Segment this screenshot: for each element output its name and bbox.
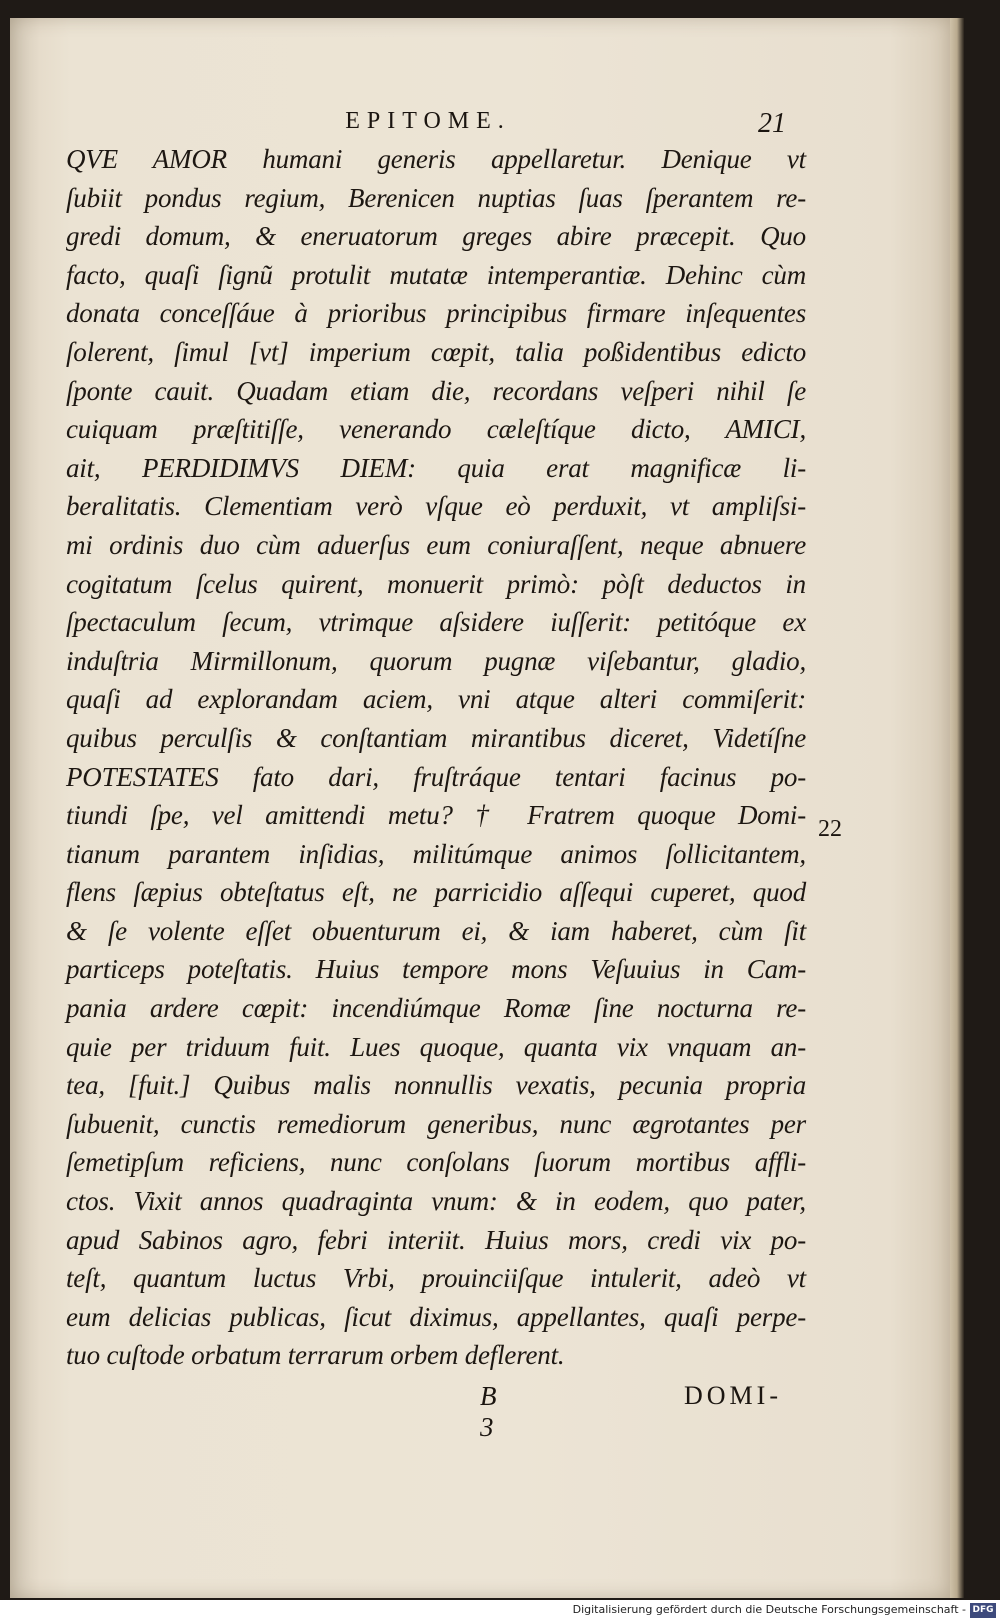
body-text xyxy=(66,140,806,1375)
text-line: mi ordinis duo cùm aduerſus eum coniuraſſent, neque abnuere xyxy=(66,529,806,560)
text-line: tea, [fuit.] Quibus malis nonnullis vexatis, pecunia propria xyxy=(66,1070,806,1101)
text-line: quibus perculſis & conſtantiam mirantibus diceret, Videtíſne xyxy=(66,722,806,753)
text-line: ſubiit pondus regium, Berenicen nuptias ſuas ſperantem re- xyxy=(66,182,806,213)
text-line: ſubuenit, cunctis remediorum generibus, nunc ægrotantes per xyxy=(66,1108,806,1139)
text-line: quie per triduum fuit. Lues quoque, quanta vix vnquam an- xyxy=(66,1031,806,1062)
footer xyxy=(0,1600,1000,1623)
text-line: eum delicias publicas, ſicut diximus, appellantes, quaſi perpe- xyxy=(66,1301,806,1332)
text-line: flens ſæpius obteſtatus eſt, ne parricidio aſſequi cuperet, quod xyxy=(66,877,806,908)
text-line: cogitatum ſcelus quirent, monuerit primò: pòſt deductos in xyxy=(66,568,806,599)
text-line: gredi domum, & eneruatorum greges abire præcepit. Quo xyxy=(66,221,806,252)
text-line: induſtria Mirmillonum, quorum pugnæ viſebantur, gladio, xyxy=(66,645,806,676)
text-line: QVE AMOR humani generis appellaretur. Denique vt xyxy=(66,144,806,174)
text-line: apud Sabinos agro, febri interiit. Huius mors, credi vix po- xyxy=(66,1224,806,1255)
signature-mark: B 3 xyxy=(480,1381,517,1442)
catchline xyxy=(0,1381,1000,1442)
dfg-logo-icon: DFG xyxy=(970,1603,996,1618)
text-line: ait, PERDIDIMVS DIEM: quia erat magnificæ li- xyxy=(66,452,806,483)
text-line: pania ardere cœpit: incendiúmque Romæ ſine nocturna re- xyxy=(66,993,806,1024)
page-edge xyxy=(950,18,964,1598)
text-line: tiundi ſpe, vel amittendi metu? † Fratrem quoque Domi- xyxy=(66,800,806,831)
margin-note: 22 xyxy=(818,816,842,842)
text-line: POTESTATES fato dari, fruſtráque tentari facinus po- xyxy=(66,761,806,792)
text-line-last: tuo cuſtode orbatum terrarum orbem deflerent. xyxy=(66,1340,565,1371)
text-line: ſolerent, ſimul [vt] imperium cœpit, talia poßidentibus edicto xyxy=(66,336,806,367)
catchword: DOMI- xyxy=(684,1381,782,1410)
text-line: cuiquam præſtitiſſe, venerando cæleſtíque dicto, AMICI, xyxy=(66,414,806,445)
text-line: ſemetipſum reficiens, nunc conſolans ſuorum mortibus affli- xyxy=(66,1147,806,1178)
text-line: & ſe volente eſſet obuenturum ei, & iam haberet, cùm ſit xyxy=(66,915,806,946)
text-line: ſponte cauit. Quadam etiam die, recordans veſperi nihil ſe xyxy=(66,375,806,406)
text-line: tianum parantem inſidias, militúmque animos ſollicitantem, xyxy=(66,838,806,869)
text-line: donata conceſſáue à prioribus principibus firmare inſequentes xyxy=(66,298,806,329)
text-line: ſpectaculum ſecum, vtrimque aſsidere iuſſerit: petitóque ex xyxy=(66,607,806,638)
page-number: 21 xyxy=(758,108,786,139)
text-line: quaſi ad explorandam aciem, vni atque alteri commiſerit: xyxy=(66,684,806,715)
footer-credit: Digitalisierung gefördert durch die Deutsche Forschungsgemeinschaft - xyxy=(572,1603,966,1616)
text-line: particeps poteſtatis. Huius tempore mons Veſuuius in Cam- xyxy=(66,954,806,985)
running-title: EPITOME. xyxy=(345,108,511,134)
text-line: ctos. Vixit annos quadraginta vnum: & in eodem, quo pater, xyxy=(66,1186,806,1217)
text-line: beralitatis. Clementiam verò vſque eò perduxit, vt ampliſsi- xyxy=(66,491,806,522)
text-line: facto, quaſi ſignũ protulit mutatæ intemperantiæ. Dehinc cùm xyxy=(66,259,806,290)
text-line: teſt, quantum luctus Vrbi, prouinciiſque intulerit, adeò vt xyxy=(66,1263,806,1294)
